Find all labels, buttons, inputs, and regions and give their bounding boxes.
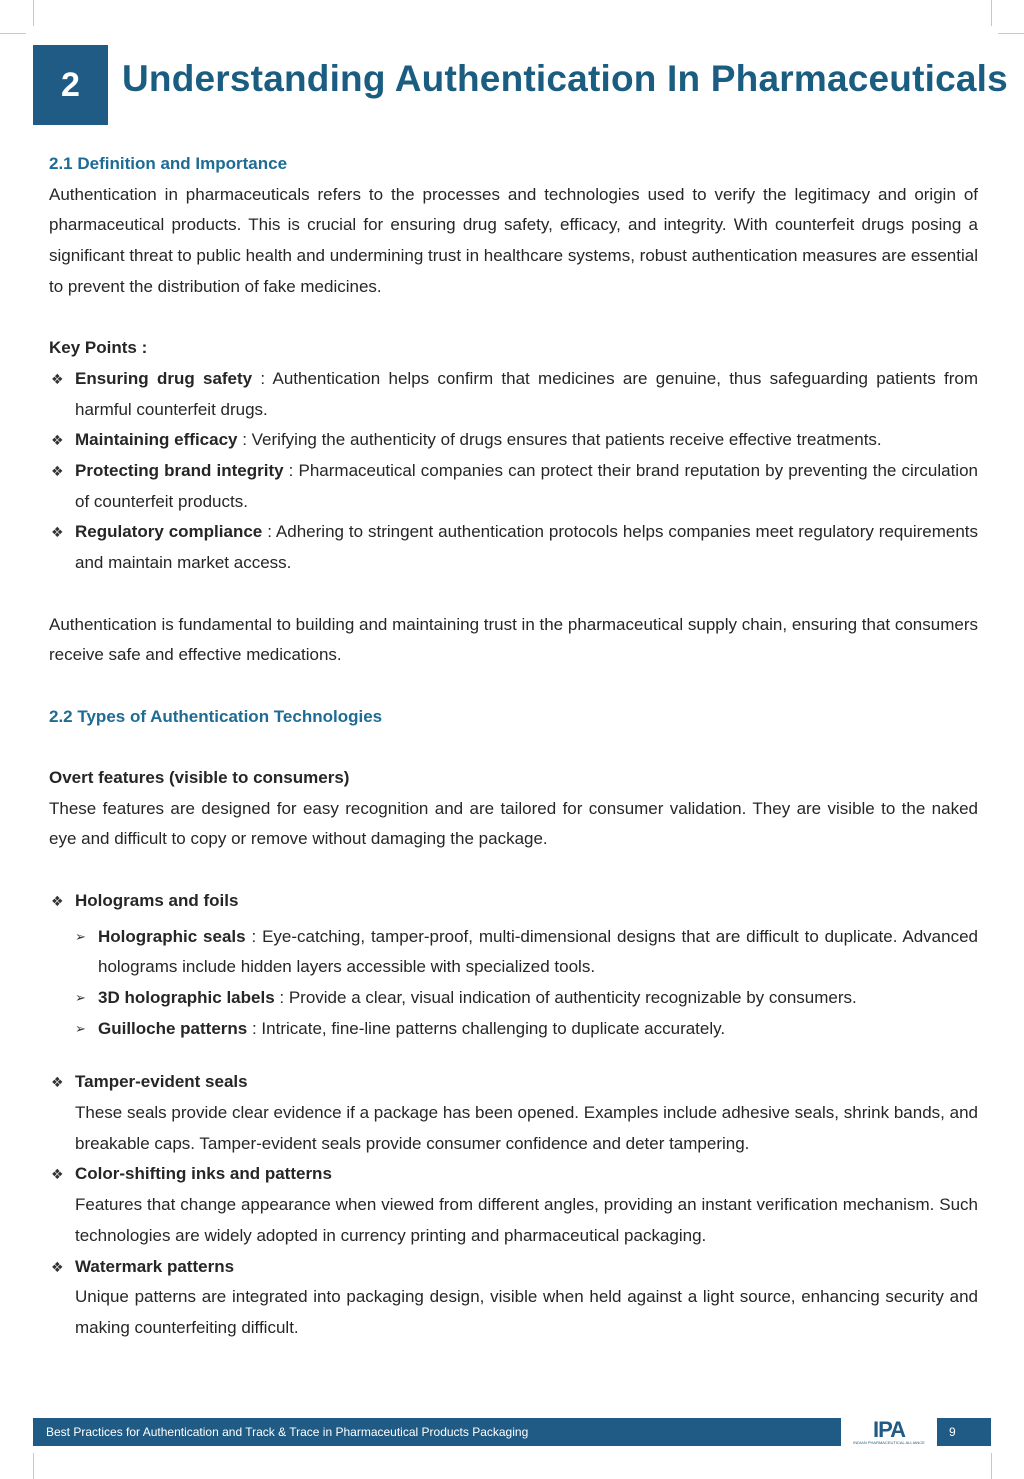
hologram-text: Provide a clear, visual indication of authenticity recognizable by consumers. [288,987,857,1007]
key-points-list [49,364,978,579]
feature-description: Features that change appearance when viewed from different angles, providing an instant verification mechanism. Such technologies are widely adopted in currency printing and pharmaceutical packaging. [75,1195,978,1245]
footer-bar [33,1418,991,1446]
hologram-term: 3D holographic labels [98,987,275,1007]
feature-description: Unique patterns are integrated into packaging design, visible when held against a light source, enhancing security and making counterfeiting difficult. [75,1287,978,1337]
definition-paragraph: Authentication in pharmaceuticals refers to the processes and technologies used to verify the legitimacy and origin of pharmaceutical products. This is crucial for ensuring drug safety, efficacy, and integrity. With counterfeit drugs posing a significant threat to public health and undermining trust in healthcare systems, robust authentication measures are essential to prevent the distribution of fake medicines. [49,184,978,296]
feature-item [49,1252,978,1344]
hologram-separator: : [245,926,263,946]
footer-document-title: Best Practices for Authentication and Track & Trace in Pharmaceutical Products Packaging [46,1425,529,1439]
overt-features-paragraph: These features are designed for easy recognition and are tailored for consumer validation. They are visible to the naked eye and difficult to copy or remove without damaging the package. [49,798,978,849]
section-heading-definition: 2.1 Definition and Importance [49,154,288,173]
overt-features-list [49,1067,978,1343]
feature-item [49,1067,978,1159]
diamond-bullet-icon: ❖ [51,370,64,387]
key-point-separator: : [252,368,273,388]
diamond-bullet-icon: ❖ [51,1166,64,1183]
diamond-bullet-icon: ❖ [51,1258,64,1275]
crop-mark [33,1453,34,1479]
key-point-item [49,456,978,517]
holograms-list [49,922,978,1045]
key-point-separator: : [262,522,276,542]
diamond-bullet-icon: ❖ [51,1074,64,1091]
key-point-item [49,364,978,425]
feature-label: Tamper-evident seals [75,1072,248,1092]
key-point-text: Pharmaceutical companies can protect their brand reputation by preventing the circulation of counterfeit products. [75,461,978,511]
chapter-number: 2 [33,45,108,125]
hologram-text: Intricate, fine-line patterns challenging to duplicate accurately. [261,1018,726,1038]
arrow-bullet-icon: ➢ [75,989,86,1005]
section-heading-types: 2.2 Types of Authentication Technologies [49,706,383,726]
crop-mark [33,0,34,26]
diamond-bullet-icon: ❖ [51,463,64,480]
key-point-term: Regulatory compliance [75,522,263,542]
crop-mark [991,0,992,26]
key-point-term: Protecting brand integrity [75,461,284,481]
key-point-separator: : [283,461,299,481]
diamond-bullet-icon: ❖ [51,524,64,541]
hologram-separator: : [274,987,289,1007]
key-point-term: Ensuring drug safety [75,368,253,388]
key-point-text: Verifying the authenticity of drugs ensures that patients receive effective treatments. [251,430,882,450]
hologram-item [75,1014,978,1045]
crop-mark [991,1453,992,1479]
key-point-text: Adhering to stringent authentication protocols helps companies meet regulatory requirements and maintain market access. [75,522,979,573]
key-point-term: Maintaining efficacy [75,430,238,450]
feature-description: These seals provide clear evidence if a package has been opened. Examples include adhesive seals, shrink bands, and breakable caps. Tamper-evident seals provide consumer confidence and deter tampering. [75,1103,978,1153]
holograms-block [49,886,978,917]
feature-label: Color-shifting inks and patterns [75,1164,332,1184]
hologram-text: Eye-catching, tamper-proof, multi-dimensional designs that are difficult to duplicate. Advanced holograms include hidden layers accessible with specialized tools. [98,926,979,977]
hologram-item [75,922,978,983]
hologram-term: Guilloche patterns [98,1018,248,1038]
crop-mark [0,33,26,34]
key-point-text: Authentication helps confirm that medicines are genuine, thus safeguarding patients from harmful counterfeit drugs. [75,368,979,419]
key-point-item [49,517,978,578]
hologram-separator: : [247,1018,262,1038]
arrow-bullet-icon: ➢ [75,928,86,944]
overt-features-heading: Overt features (visible to consumers) [49,768,350,787]
feature-item [49,1159,978,1251]
key-points-label: Key Points : [49,338,148,358]
logo-wordmark: IPA [872,1416,906,1442]
page-number: 9 [949,1425,956,1439]
logo-tagline: INDIAN PHARMACEUTICAL ALLIANCE [853,1439,925,1445]
diamond-bullet-icon: ❖ [51,432,64,449]
feature-label: Watermark patterns [75,1256,235,1276]
crop-mark [998,33,1024,34]
ipa-logo [841,1418,937,1446]
conclusion-paragraph: Authentication is fundamental to building and maintaining trust in the pharmaceutical supply chain, ensuring that consumers receive safe and effective medications. [49,614,978,665]
holograms-label: Holograms and foils [75,890,239,910]
hologram-item [75,983,978,1014]
main-content [49,149,978,1344]
arrow-bullet-icon: ➢ [75,1020,86,1036]
list-item [49,886,978,917]
key-point-separator: : [237,430,252,450]
diamond-bullet-icon: ❖ [51,892,64,909]
key-point-item [49,425,978,456]
hologram-term: Holographic seals [98,926,246,946]
page-title: Understanding Authentication In Pharmaceuticals [122,58,1008,99]
